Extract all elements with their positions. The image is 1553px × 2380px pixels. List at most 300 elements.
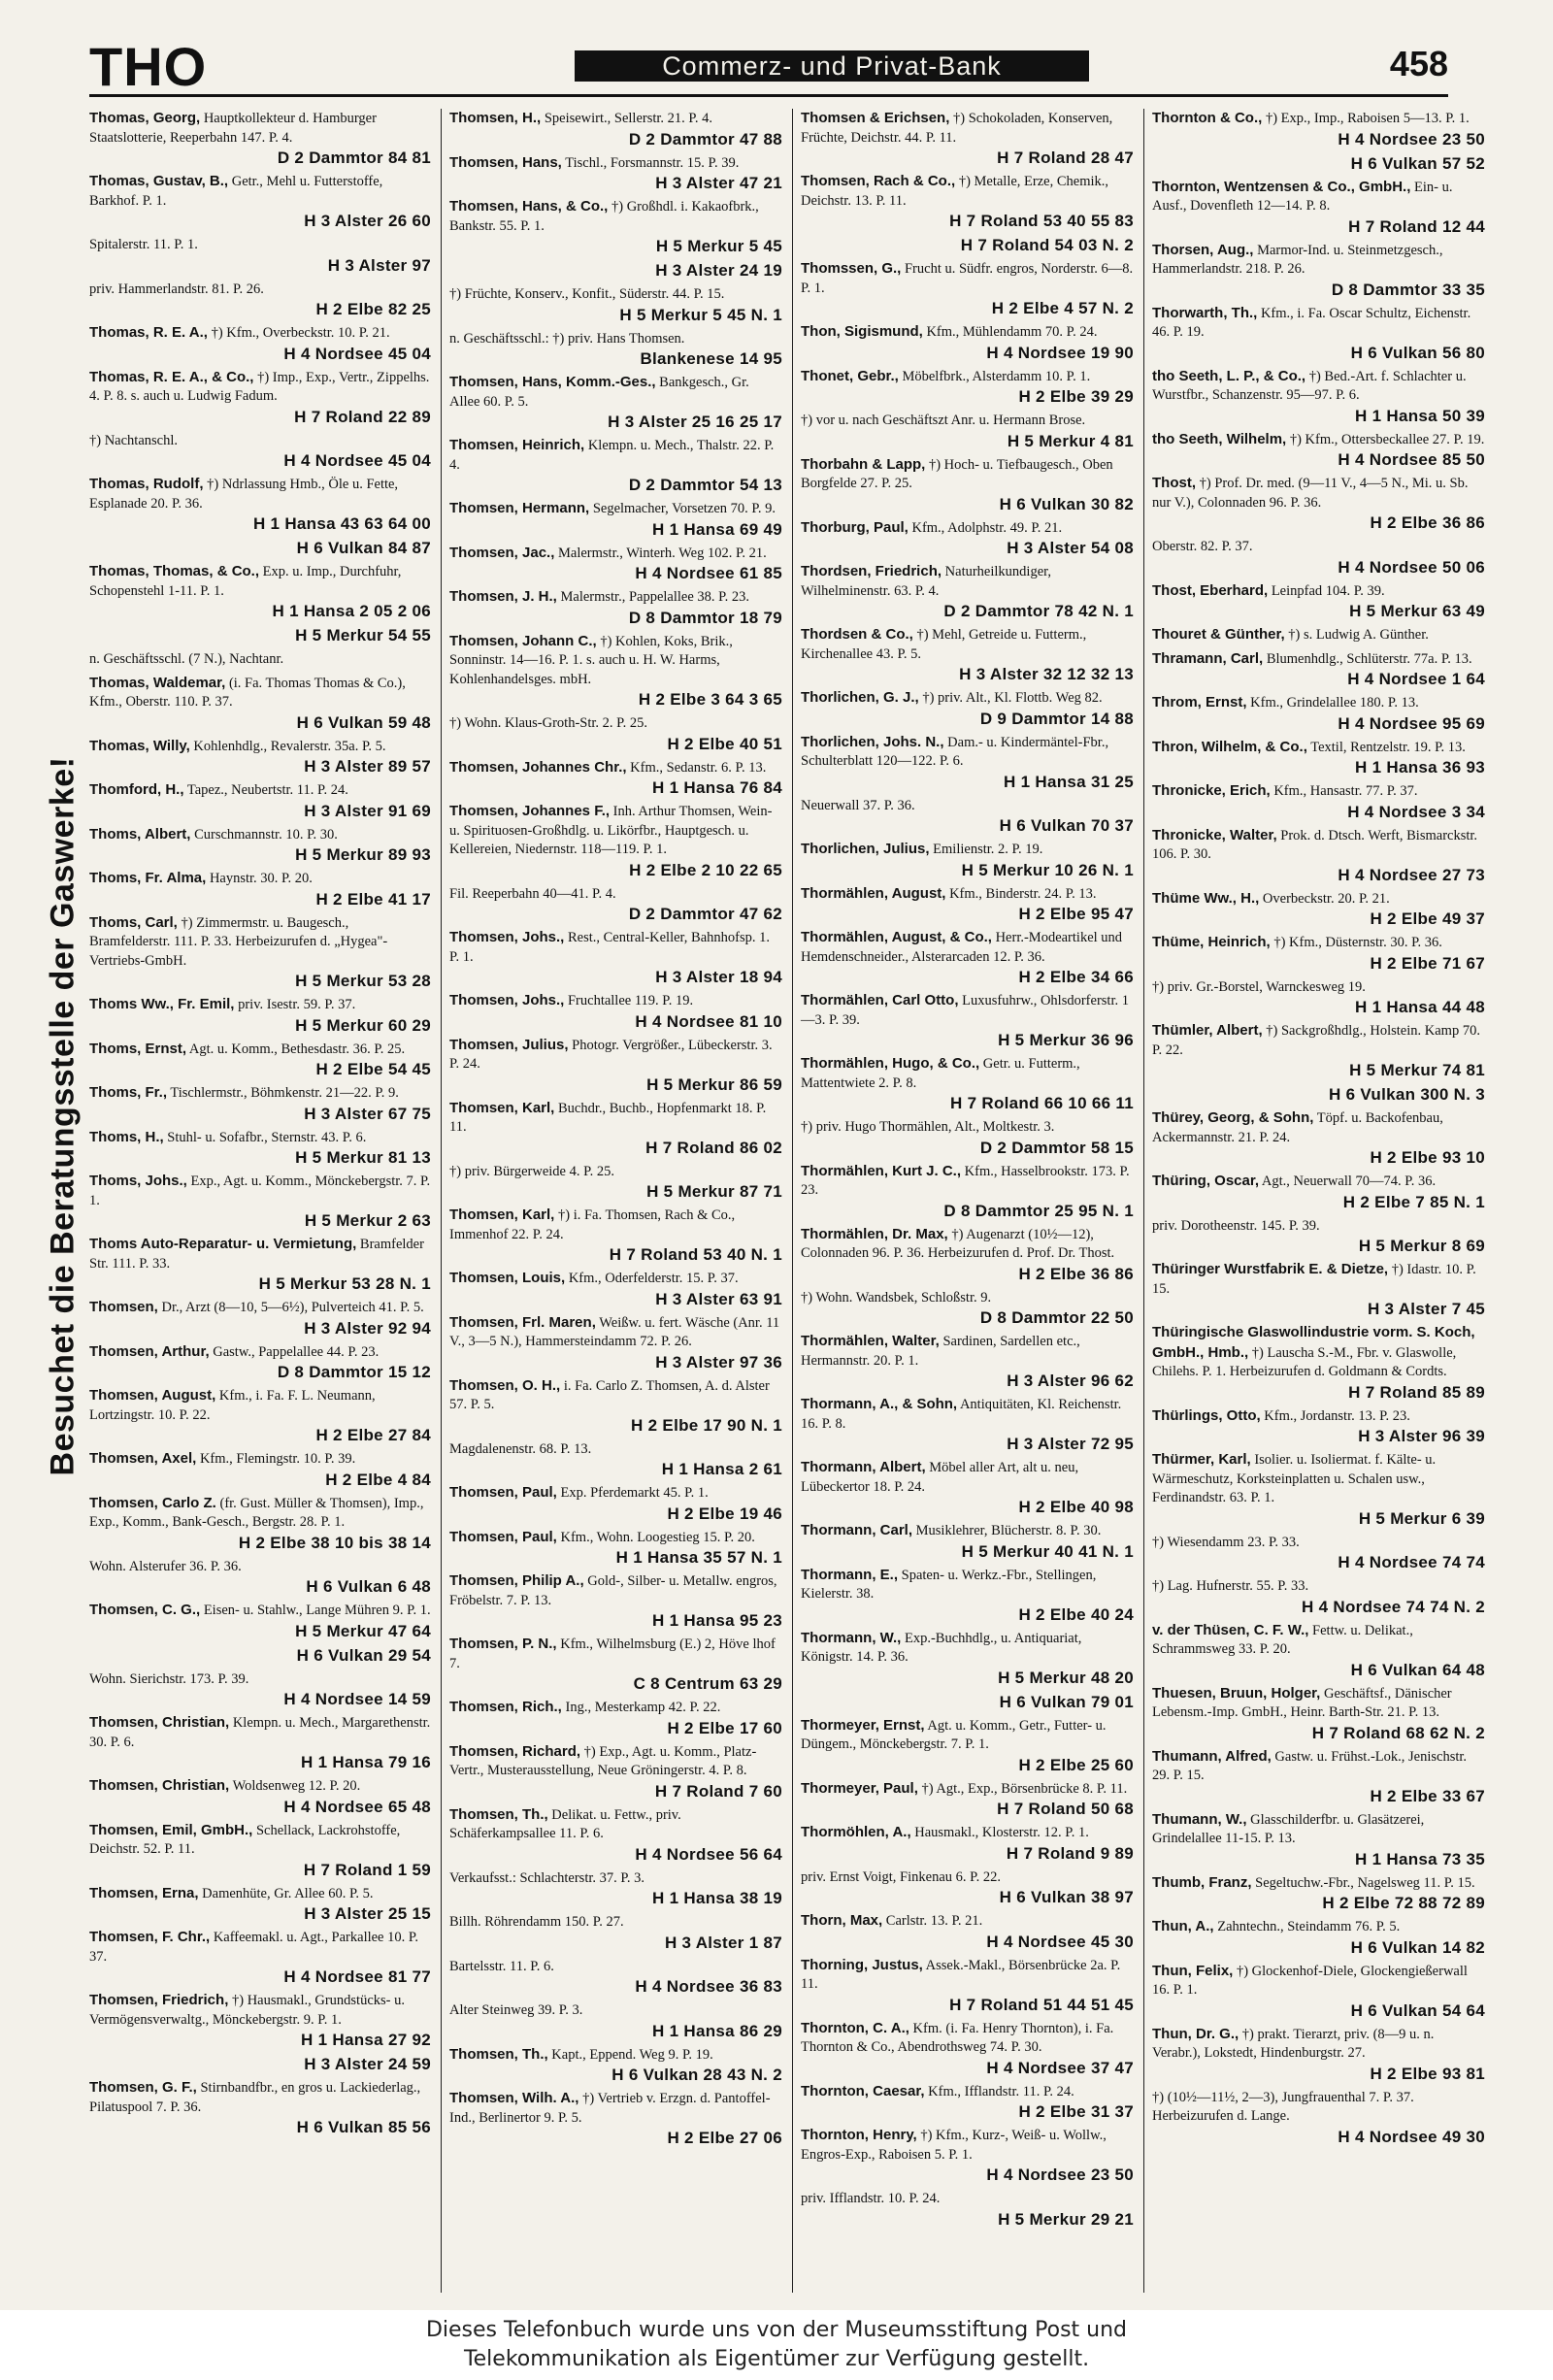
- listing-details: Kfm., Oderfelderstr. 15. P. 37.: [568, 1271, 739, 1286]
- listing-entry: [449, 802, 782, 880]
- listing-entry: [89, 562, 431, 621]
- listing-column-4: [1143, 109, 1485, 2293]
- listing-text: [449, 1206, 782, 1244]
- listing-details: Kfm., i. Fa. F. L. Neumann, Lortzingstr. 10. P. 22.: [89, 1388, 376, 1423]
- listing-name: Thürlings, Otto,: [1152, 1406, 1261, 1424]
- listing-entry: [1152, 178, 1485, 237]
- listing-phone: H 1 Hansa 38 19: [652, 1889, 782, 1907]
- listing-entry: [1152, 1216, 1485, 1257]
- listing-name: Thorlichen, G. J.,: [801, 689, 919, 706]
- listing-name: Thoms Auto-Reparatur- u. Vermietung,: [89, 1236, 357, 1252]
- listing-entry: [1152, 109, 1485, 149]
- listing-details: Weißw. u. fert. Wäsche (Anr. 11 V., 3—5 N.), Hammersteindamm 72. P. 26.: [449, 1314, 780, 1349]
- listing-name: Thomas, Georg,: [89, 110, 201, 126]
- listing-phone: H 7 Roland 53 40 55 83: [949, 212, 1134, 230]
- listing-entry: [89, 368, 431, 427]
- listing-text: [89, 913, 431, 972]
- listing-text: [449, 109, 782, 129]
- listing-name: Thomsen, Hermann,: [449, 500, 590, 516]
- listing-details: Marmor-Ind. u. Steinmetzgesch., Hammerlandstr. 218. P. 26.: [1152, 242, 1443, 277]
- listing-entry: [1152, 933, 1485, 974]
- listing-entry: [449, 1698, 782, 1738]
- footer-line-2: Telekommunikation als Eigentümer zur Verfügung gestellt.: [463, 2347, 1090, 2371]
- listing-entry: [1152, 367, 1485, 426]
- listing-phone: H 1 Hansa 76 84: [652, 778, 782, 797]
- listing-phone: H 4 Nordsee 74 74 N. 2: [1302, 1597, 1485, 1616]
- listing-details: †) priv. Hugo Thormählen, Alt., Moltkestr. 3.: [801, 1119, 1055, 1135]
- listing-text: [1152, 889, 1485, 909]
- listing-entry: [449, 260, 782, 281]
- listing-entry: [1152, 304, 1485, 363]
- listing-text: [449, 373, 782, 412]
- listing-phone: H 1 Hansa 2 05 2 06: [272, 602, 431, 620]
- listing-phone: H 4 Nordsee 19 90: [986, 343, 1134, 362]
- listing-phone: H 6 Vulkan 79 01: [999, 1692, 1134, 1711]
- listing-entry: [801, 1162, 1134, 1221]
- listing-name: Thomsen, Johs.,: [449, 992, 565, 1008]
- listing-entry: [801, 455, 1134, 514]
- listing-text: [89, 1449, 431, 1470]
- listing-phone: H 6 Vulkan 28 43 N. 2: [611, 2066, 782, 2084]
- listing-text: [89, 869, 431, 889]
- listing-entry: [449, 1912, 782, 1953]
- listing-name: Thomsen, Johannes Chr.,: [449, 758, 627, 776]
- listing-text: [449, 153, 782, 174]
- listing-details: †) Zimmermstr. u. Baugesch., Bramfelderstr. 111. P. 33. Herbeizurufen d. „Hygea"-Vertriebs-GmbH.: [89, 914, 388, 969]
- listing-entry: [449, 1313, 782, 1372]
- listing-text: [89, 1298, 431, 1318]
- listing-details: †) Metalle, Erze, Chemik., Deichstr. 13. P. 11.: [801, 174, 1109, 209]
- listing-name: Thüme Ww., H.,: [1152, 889, 1260, 907]
- listing-phone: H 4 Nordsee 27 73: [1338, 865, 1485, 884]
- listing-details: Agt. u. Komm., Bethesdastr. 36. P. 25.: [188, 1041, 406, 1057]
- listing-entry: [1152, 1323, 1485, 1403]
- listing-entry: [449, 587, 782, 628]
- listing-details: Fil. Reeperbahn 40—41. P. 4.: [449, 885, 616, 902]
- listing-text: [801, 840, 1134, 860]
- listing-name: Thomas, R. E. A., & Co.,: [89, 368, 254, 385]
- listing-phone: H 1 Hansa 69 49: [652, 519, 782, 539]
- listing-entry: [1152, 430, 1485, 471]
- listing-text: [801, 1868, 1134, 1888]
- listing-entry: [801, 1395, 1134, 1454]
- listing-entry: [801, 518, 1134, 559]
- listing-phone: H 2 Elbe 93 10: [1370, 1148, 1485, 1167]
- listing-text: [801, 411, 1134, 431]
- listing-phone: H 7 Roland 54 03 N. 2: [960, 236, 1134, 254]
- listing-phone: H 7 Roland 86 02: [645, 1138, 782, 1157]
- listing-entry: [89, 1821, 431, 1880]
- listing-entry: [801, 1458, 1134, 1517]
- listing-entry: [801, 1288, 1134, 1329]
- listing-phone: H 5 Merkur 36 96: [998, 1031, 1134, 1049]
- listing-details: Wohn. Sierichstr. 173. P. 39.: [89, 1670, 249, 1687]
- listing-phone: H 4 Nordsee 36 83: [635, 1977, 782, 1996]
- listing-text: [801, 1956, 1134, 1995]
- listing-name: Thomsen, F. Chr.,: [89, 1929, 211, 1945]
- listing-details: Spitalerstr. 11. P. 1.: [89, 237, 198, 252]
- listing-phone: H 7 Roland 12 44: [1348, 216, 1485, 236]
- listing-phone: H 5 Merkur 81 13: [295, 1148, 431, 1167]
- listing-text: [449, 2089, 782, 2128]
- listing-phone: H 5 Merkur 10 26 N. 1: [961, 860, 1134, 879]
- listing-text: [449, 1805, 782, 1844]
- listing-name: Thomsen, Philip A.,: [449, 1572, 584, 1589]
- listing-entry: [801, 1823, 1134, 1864]
- listing-entry: [1152, 1021, 1485, 1080]
- listing-entry: [801, 884, 1134, 925]
- listing-entry: [1152, 474, 1485, 533]
- listing-details: Ein- u. Ausf., Dovenfleth 12—14. P. 8.: [1152, 179, 1453, 214]
- listing-name: Thomsen, Th.,: [449, 1805, 548, 1823]
- listing-phone: H 3 Alster 24 59: [304, 2055, 431, 2073]
- listing-phone: H 3 Alster 91 69: [304, 801, 431, 820]
- listing-name: Thronicke, Walter,: [1152, 826, 1277, 843]
- listing-phone: H 2 Elbe 54 45: [315, 1060, 431, 1078]
- listing-entry: [1152, 738, 1485, 778]
- listing-entry: [449, 544, 782, 584]
- listing-details: Stuhl- u. Sofafbr., Sternstr. 43. P. 6.: [167, 1129, 367, 1145]
- listing-text: [801, 322, 1134, 343]
- listing-phone: H 5 Merkur 5 45 N. 1: [619, 305, 782, 324]
- listing-entry: [449, 1635, 782, 1694]
- listing-entry: [801, 1225, 1134, 1284]
- listing-name: Thomsen, Rach & Co.,: [801, 173, 956, 189]
- listing-name: Thronicke, Erich,: [1152, 782, 1271, 799]
- listing-phone: D 8 Dammtor 22 50: [979, 1308, 1134, 1327]
- listing-text: [1152, 649, 1485, 670]
- listing-name: Thorwarth, Th.,: [1152, 304, 1258, 321]
- listing-details: Klempn. u. Mech., Margarethenstr. 30. P. 6.: [89, 1715, 431, 1750]
- listing-details: †) Kfm., Ottersbeckallee 27. P. 19.: [1289, 431, 1485, 447]
- listing-entry: [89, 1645, 431, 1666]
- listing-phone: H 6 Vulkan 6 48: [306, 1577, 431, 1596]
- listing-entry: [801, 1692, 1134, 1712]
- listing-phone: H 5 Merkur 29 21: [998, 2209, 1134, 2229]
- listing-text: [1152, 625, 1485, 645]
- listing-phone: H 7 Roland 28 47: [997, 149, 1134, 167]
- listing-text: [801, 1332, 1134, 1371]
- listing-details: Eisen- u. Stahlw., Lange Mühren 9. P. 1.: [203, 1603, 431, 1618]
- listing-details: Exp.-Buchhdlg., u. Antiquariat, Königstr. 14. P. 36.: [801, 1630, 1082, 1665]
- listing-entry: [89, 538, 431, 558]
- listing-phone: H 5 Merkur 86 59: [646, 1074, 782, 1094]
- listing-text: [1152, 430, 1485, 450]
- listing-entry: [1152, 581, 1485, 622]
- listing-text: [801, 1911, 1134, 1932]
- listing-entry: [1152, 1450, 1485, 1529]
- listing-phone: H 4 Nordsee 95 69: [1338, 713, 1485, 733]
- listing-entry: [89, 995, 431, 1036]
- listing-entry: [449, 1206, 782, 1265]
- listing-entry: [801, 733, 1134, 792]
- listing-text: [801, 109, 1134, 148]
- listing-details: Kfm., Hasselbrookstr. 173. P. 23.: [801, 1163, 1130, 1198]
- listing-phone: H 2 Elbe 95 47: [1018, 905, 1134, 923]
- listing-entry: [89, 1991, 431, 2050]
- listing-name: Thorlichen, Julius,: [801, 841, 930, 857]
- listing-name: Thormann, Albert,: [801, 1459, 926, 1475]
- listing-details: Billh. Röhrendamm 150. P. 27.: [449, 1914, 624, 1930]
- listing-phone: H 1 Hansa 86 29: [652, 2021, 782, 2040]
- listing-details: Kfm., Mühlendamm 70. P. 24.: [926, 324, 1098, 340]
- listing-details: Prok. d. Dtsch. Werft, Bismarckstr. 106. P. 30.: [1152, 827, 1478, 862]
- listing-name: Thon, Sigismund,: [801, 323, 923, 340]
- listing-phone: H 1 Hansa 50 39: [1355, 406, 1485, 425]
- listing-phone: H 3 Alster 24 19: [655, 261, 782, 280]
- listing-name: Thost,: [1152, 475, 1196, 491]
- listing-entry: [1152, 1576, 1485, 1617]
- listing-name: Thoms Ww., Fr. Emil,: [89, 996, 235, 1012]
- listing-name: Thüme, Heinrich,: [1152, 934, 1271, 950]
- listing-details: Gold-, Silber- u. Metallw. engros, Fröbelstr. 7. P. 13.: [449, 1573, 777, 1608]
- listing-name: tho Seeth, L. P., & Co.,: [1152, 367, 1306, 384]
- listing-text: [1152, 1108, 1485, 1147]
- listing-name: Thoms, Carl,: [89, 913, 178, 931]
- listing-details: †) Glockenhof-Diele, Glockengießerwall 16. P. 1.: [1152, 1963, 1468, 1998]
- listing-text: [449, 758, 782, 778]
- listing-name: Thun, A.,: [1152, 1918, 1214, 1934]
- listing-text: [89, 1342, 431, 1363]
- listing-text: [801, 1288, 1134, 1308]
- listing-phone: H 1 Hansa 36 93: [1355, 758, 1485, 777]
- listing-name: Thumann, W.,: [1152, 1810, 1247, 1828]
- listing-phone: H 2 Elbe 33 67: [1370, 1786, 1485, 1805]
- listing-details: Getr. u. Futterm., Mattentwiete 2. P. 8.: [801, 1056, 1080, 1091]
- listing-phone: H 7 Roland 1 59: [303, 1860, 431, 1879]
- listing-details: Wohn. Alsterufer 36. P. 36.: [89, 1558, 242, 1574]
- listing-name: Thun, Felix,: [1152, 1962, 1234, 1979]
- listing-details: †) Imp., Exp., Vertr., Zippelhs. 4. P. 8. s. auch u. Ludwig Fadum.: [89, 369, 430, 404]
- listing-entry: [89, 2078, 431, 2137]
- listing-text: [1152, 1962, 1485, 2000]
- listing-entry: [449, 2045, 782, 2086]
- listing-text: [1152, 738, 1485, 758]
- listing-name: Thüringische Glaswollindustrie vorm. S. Koch, GmbH., Hmb.,: [1152, 1324, 1475, 1361]
- bank-banner: Commerz- und Privat-Bank: [575, 50, 1089, 82]
- listing-entry: [801, 109, 1134, 168]
- listing-details: (i. Fa. Thomas Thomas & Co.), Kfm., Oberstr. 110. P. 37.: [89, 675, 406, 710]
- listing-phone: H 2 Elbe 36 86: [1018, 1264, 1134, 1283]
- listing-entry: [449, 1571, 782, 1631]
- listing-details: Segeltuchw.-Fbr., Nagelsweg 11. P. 15.: [1255, 1874, 1475, 1891]
- listing-phone: H 2 Elbe 49 37: [1370, 909, 1485, 928]
- listing-name: Thormann, W.,: [801, 1629, 902, 1646]
- listing-entry: [89, 625, 431, 645]
- listing-phone: Blankenese 14 95: [640, 349, 782, 368]
- listing-columns: [89, 109, 1497, 2293]
- listing-entry: [801, 259, 1134, 318]
- listing-phone: H 2 Elbe 36 86: [1370, 513, 1485, 532]
- listing-phone: H 2 Elbe 27 84: [315, 1426, 431, 1444]
- listing-name: Thomsen & Erichsen,: [801, 110, 950, 126]
- listing-entry: [801, 322, 1134, 363]
- listing-phone: H 6 Vulkan 14 82: [1350, 1937, 1485, 1957]
- listing-phone: H 4 Nordsee 56 64: [635, 1844, 782, 1864]
- listing-details: Kfm., Hansastr. 77. P. 37.: [1273, 783, 1418, 799]
- listing-entry: [89, 1928, 431, 1987]
- listing-phone: H 4 Nordsee 61 85: [635, 564, 782, 582]
- listing-name: Thuesen, Bruun, Holger,: [1152, 1684, 1321, 1702]
- listing-name: Thramann, Carl,: [1152, 649, 1264, 667]
- listing-text: [1152, 1810, 1485, 1849]
- listing-entry: [449, 1099, 782, 1158]
- listing-name: Thomsen, Louis,: [449, 1270, 566, 1286]
- listing-text: [89, 1884, 431, 1904]
- listing-details: Glasschilderfbr. u. Glasätzerei, Grindelallee 11-15. P. 13.: [1152, 1811, 1425, 1846]
- listing-text: [801, 1779, 1134, 1800]
- listing-name: Thüring, Oscar,: [1152, 1173, 1260, 1189]
- listing-text: [1152, 826, 1485, 865]
- listing-details: Malermstr., Pappelallee 38. P. 23.: [560, 589, 749, 605]
- listing-details: Klempn. u. Mech., Thalstr. 22. P. 4.: [449, 438, 775, 473]
- listing-phone: H 4 Nordsee 45 04: [283, 344, 431, 363]
- listing-text: [1152, 474, 1485, 512]
- listing-details: priv. Dorotheenstr. 145. P. 39.: [1152, 1217, 1320, 1234]
- listing-name: Thomsen, Arthur,: [89, 1342, 210, 1360]
- listing-name: Thornton, Caesar,: [801, 2082, 925, 2099]
- listing-details: Töpf. u. Backofenbau, Ackermannstr. 21. P. 24.: [1152, 1110, 1443, 1145]
- listing-text: [89, 1928, 431, 1967]
- listing-entry: [1152, 2025, 1485, 2084]
- listing-name: Thormählen, Dr. Max,: [801, 1225, 948, 1242]
- listing-text: [449, 1313, 782, 1352]
- listing-name: Thomsen,: [89, 1299, 158, 1315]
- listing-text: [801, 796, 1134, 816]
- listing-text: [1152, 367, 1485, 406]
- listing-phone: H 7 Roland 53 40 N. 1: [609, 1245, 782, 1264]
- listing-text: [89, 1821, 431, 1860]
- listing-text: [89, 737, 431, 757]
- listing-entry: [89, 1494, 431, 1553]
- listing-entry: [1152, 1108, 1485, 1168]
- listing-entry: [801, 1868, 1134, 1908]
- listing-text: [449, 928, 782, 967]
- listing-phone: D 8 Dammtor 25 95 N. 1: [943, 1201, 1134, 1220]
- listing-entry: [449, 109, 782, 149]
- listing-phone: D 2 Dammtor 84 81: [277, 149, 431, 167]
- listing-entry: [801, 1332, 1134, 1391]
- listing-phone: H 4 Nordsee 85 50: [1338, 450, 1485, 469]
- listing-phone: H 2 Elbe 72 88 72 89: [1322, 1894, 1485, 1912]
- listing-text: [801, 367, 1134, 387]
- listing-entry: [1152, 1621, 1485, 1680]
- listing-details: Overbeckstr. 20. P. 21.: [1262, 890, 1390, 907]
- listing-name: Thomsen, Richard,: [449, 1742, 581, 1760]
- listing-entry: [1152, 781, 1485, 822]
- listing-details: Textil, Rentzelstr. 19. P. 13.: [1310, 739, 1466, 755]
- listing-phone: H 5 Merkur 48 20: [998, 1668, 1134, 1687]
- listing-entry: [89, 1298, 431, 1339]
- listing-details: †) Lag. Hufnerstr. 55. P. 33.: [1152, 1578, 1309, 1594]
- listing-details: Isolier. u. Isoliermat. f. Kälte- u. Wärmeschutz, Korksteinplatten u. Schalen usw., Ferdinandstr. 63. P. 1.: [1152, 1452, 1437, 1505]
- listing-phone: H 2 Elbe 71 67: [1370, 953, 1485, 973]
- listing-entry: [801, 172, 1134, 231]
- listing-text: [801, 518, 1134, 539]
- listing-text: [449, 1036, 782, 1074]
- listing-entry: [1152, 1962, 1485, 2021]
- listing-phone: H 3 Alster 18 94: [655, 968, 782, 986]
- listing-entry: [89, 1557, 431, 1598]
- listing-phone: H 2 Elbe 2 10 22 65: [629, 860, 782, 879]
- listing-entry: [89, 1713, 431, 1772]
- listing-details: Alter Steinweg 39. P. 3.: [449, 2002, 583, 2018]
- listing-details: †) Hausmakl., Grundstücks- u. Vermögensverwaltg., Mönckebergstr. 9. P. 1.: [89, 1993, 405, 2028]
- listing-details: (fr. Gust. Müller & Thomsen), Imp., Exp., Komm., Bank-Gesch., Bergstr. 28. P. 1.: [89, 1495, 424, 1530]
- listing-text: [449, 1269, 782, 1289]
- listing-entry: [449, 1957, 782, 1998]
- listing-details: Malermstr., Winterh. Weg 102. P. 21.: [558, 545, 767, 561]
- listing-phone: H 4 Nordsee 81 10: [635, 1011, 782, 1031]
- listing-phone: H 5 Merkur 53 28 N. 1: [258, 1274, 431, 1293]
- listing-phone: H 4 Nordsee 23 50: [1338, 129, 1485, 149]
- listing-details: Segelmacher, Vorsetzen 70. P. 9.: [592, 501, 776, 516]
- listing-details: Fruchtallee 119. P. 19.: [567, 993, 694, 1008]
- listing-details: Delikat. u. Fettw., priv. Schäferkampsallee 11. P. 6.: [449, 1806, 681, 1841]
- listing-name: Thomsen, J. H.,: [449, 588, 557, 605]
- listing-text: [449, 499, 782, 519]
- listing-name: Thumb, Franz,: [1152, 1873, 1252, 1891]
- listing-entry: [89, 1386, 431, 1445]
- listing-details: Naturheilkundiger, Wilhelminenstr. 63. P. 4.: [801, 564, 1052, 599]
- listing-details: Getr., Mehl u. Futterstoffe, Barkhof. P. 1.: [89, 174, 383, 209]
- listing-details: Kfm., i. Fa. Oscar Schultz, Eichenstr. 46. P. 19.: [1152, 305, 1471, 340]
- listing-entry: [449, 436, 782, 495]
- listing-name: Thorlichen, Johs. N.,: [801, 733, 944, 750]
- listing-phone: D 2 Dammtor 54 13: [628, 476, 782, 494]
- listing-details: Woldsenweg 12. P. 20.: [232, 1778, 361, 1794]
- listing-entry: [449, 499, 782, 540]
- listing-text: [801, 1823, 1134, 1843]
- listing-text: [449, 1742, 782, 1781]
- listing-column-3: [792, 109, 1134, 2293]
- listing-phone: H 4 Nordsee 74 74: [1338, 1553, 1485, 1571]
- listing-phone: H 6 Vulkan 59 48: [296, 712, 431, 732]
- listing-name: tho Seeth, Wilhelm,: [1152, 430, 1287, 447]
- listing-name: Thormählen, Kurt J. C.,: [801, 1162, 962, 1179]
- listing-entry: [1152, 1084, 1485, 1105]
- listing-text: [801, 455, 1134, 494]
- listing-text: [1152, 241, 1485, 280]
- listing-phone: H 3 Alster 63 91: [655, 1289, 782, 1308]
- listing-phone: H 5 Merkur 54 55: [295, 626, 431, 645]
- listing-text: [449, 2000, 782, 2021]
- listing-text: [801, 1566, 1134, 1604]
- listing-text: [89, 1040, 431, 1060]
- listing-details: Möbelfbrk., Alsterdamm 10. P. 1.: [902, 368, 1091, 384]
- listing-text: [801, 1162, 1134, 1201]
- listing-text: [801, 172, 1134, 211]
- listing-text: [1152, 2088, 1485, 2127]
- listing-entry: [801, 2082, 1134, 2123]
- listing-name: Thomford, H.,: [89, 781, 184, 798]
- listing-details: Hauptkollekteur d. Hamburger Staatslotterie, Reeperbahn 147. P. 4.: [89, 111, 377, 146]
- listing-details: †) Exp., Agt. u. Komm., Platz-Vertr., Musterausstellung, Neue Gröningerstr. 4. P. 8.: [449, 1743, 757, 1778]
- listing-name: v. der Thüsen, C. F. W.,: [1152, 1621, 1309, 1638]
- listing-entry: [89, 674, 431, 733]
- listing-name: Thorning, Justus,: [801, 1956, 923, 1973]
- listing-name: Thormöhlen, A.,: [801, 1824, 911, 1840]
- listing-phone: H 6 Vulkan 29 54: [296, 1645, 431, 1665]
- listing-phone: H 2 Elbe 82 25: [315, 300, 431, 318]
- listing-details: priv. Ifflandstr. 10. P. 24.: [801, 2191, 941, 2206]
- listing-entry: [449, 2000, 782, 2041]
- listing-details: Carlstr. 13. P. 21.: [885, 1913, 983, 1929]
- listing-name: Thomsen, Friedrich,: [89, 1992, 229, 2008]
- listing-text: [89, 1713, 431, 1752]
- listing-details: Agt., Neuerwall 70—74. P. 36.: [1261, 1173, 1437, 1189]
- listing-entry: [449, 632, 782, 711]
